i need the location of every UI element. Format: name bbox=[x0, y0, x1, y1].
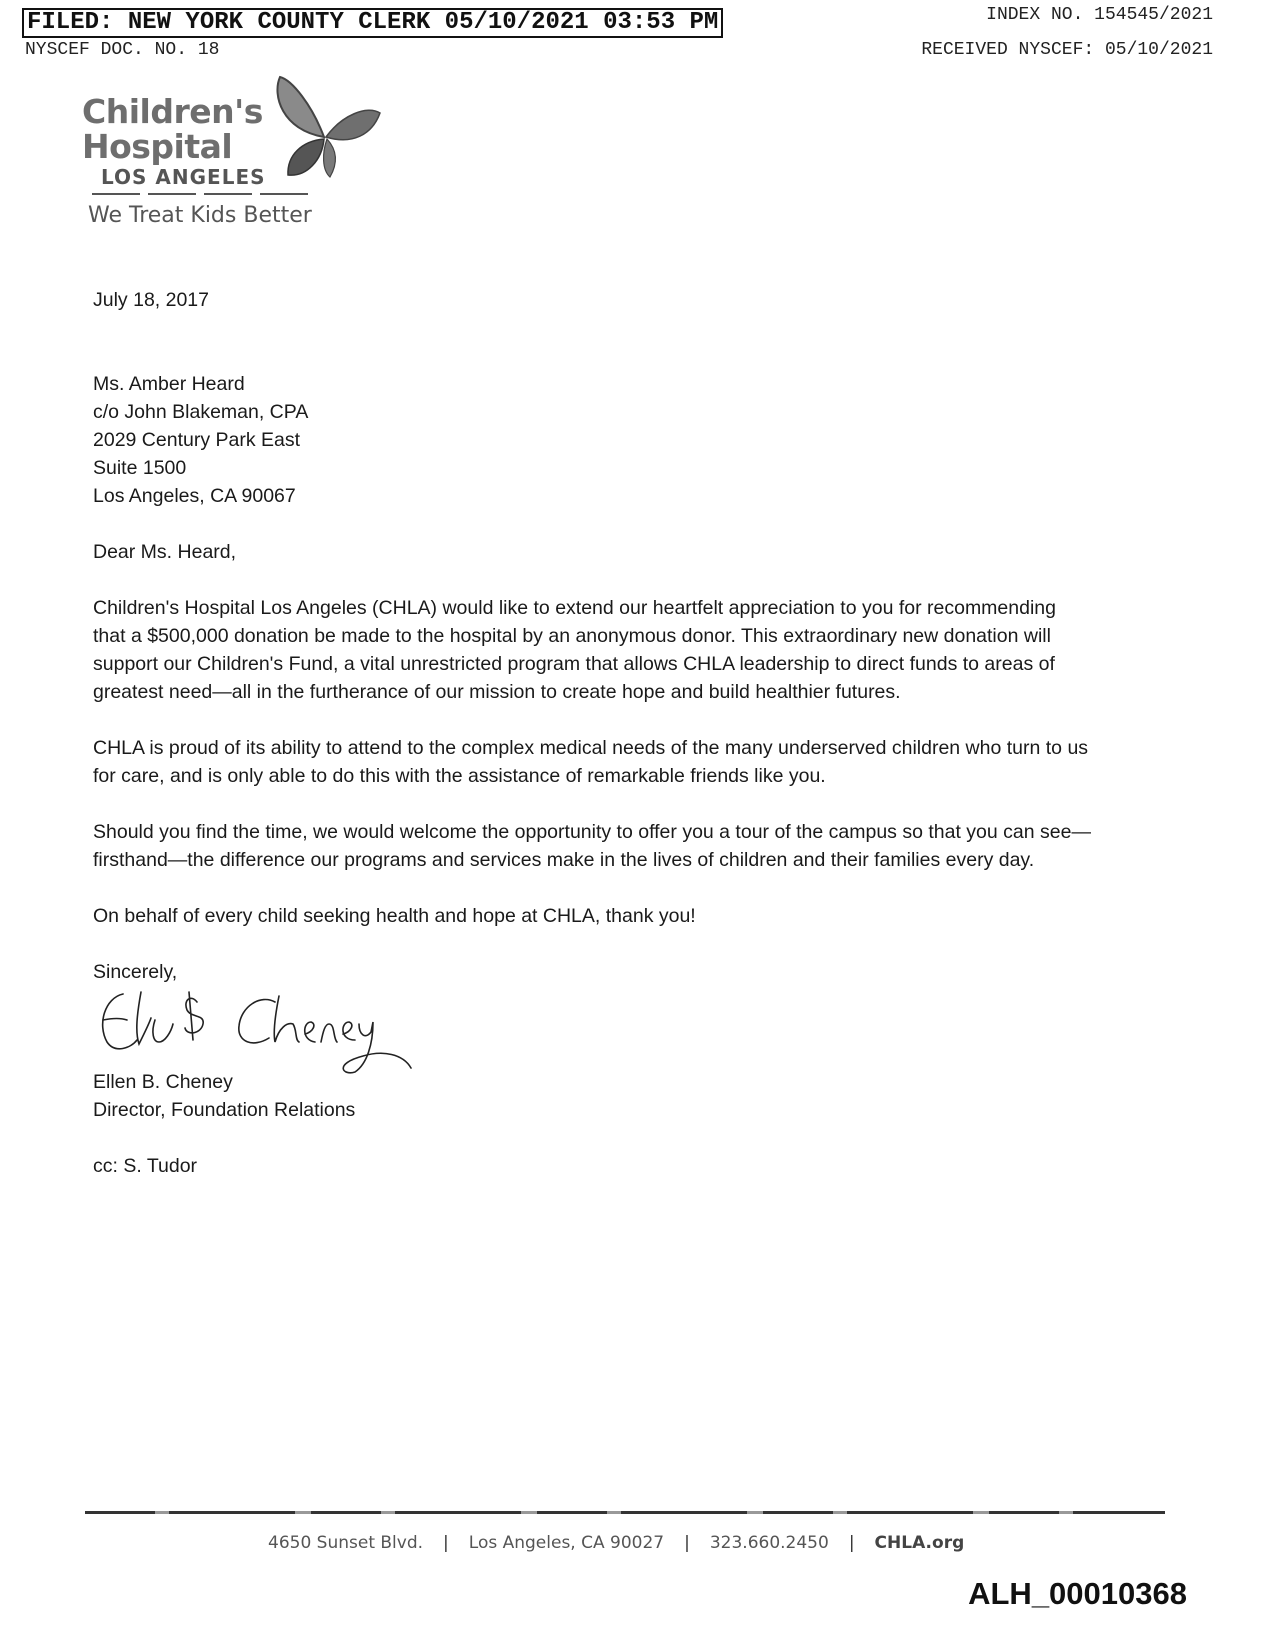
address-line: 2029 Century Park East bbox=[93, 429, 301, 451]
paragraph-appreciation: Children's Hospital Los Angeles (CHLA) would like to extend our heartfelt appreciation to you for recommending that a $500,000 donation be made to the hospital by an anonymous donor. This extraordinary new donation will support our Children's Fund, a vital unrestricted program that allows CHLA leadership to direct funds to areas of greatest need—all in the furtherance of our mission to create hope and build healthier futures. bbox=[93, 597, 1056, 703]
carbon-copy: cc: S. Tudor bbox=[93, 1155, 198, 1177]
butterfly-icon bbox=[272, 75, 382, 185]
logo-line-childrens: Children's bbox=[82, 92, 263, 131]
logo-line-hospital: Hospital bbox=[82, 127, 233, 166]
address-line: c/o John Blakeman, CPA bbox=[93, 401, 309, 423]
address-line: Ms. Amber Heard bbox=[93, 373, 245, 395]
bates-number: ALH_00010368 bbox=[968, 1576, 1187, 1611]
handwritten-signature bbox=[93, 984, 423, 1074]
filed-stamp: FILED: NEW YORK COUNTY CLERK 05/10/2021 03:53 PM bbox=[22, 8, 723, 38]
logo-tagline: We Treat Kids Better bbox=[88, 203, 312, 228]
index-number: INDEX NO. 154545/2021 bbox=[986, 5, 1213, 25]
logo-divider bbox=[92, 193, 312, 195]
closing: Sincerely, bbox=[93, 961, 178, 983]
logo-line-los-angeles: LOS ANGELES bbox=[101, 165, 266, 189]
signer-block bbox=[93, 1068, 1093, 1124]
footer-address: 4650 Sunset Blvd. bbox=[268, 1533, 424, 1553]
hospital-logo bbox=[82, 75, 382, 245]
footer-separator: | bbox=[443, 1533, 449, 1553]
signer-title: Director, Foundation Relations bbox=[93, 1099, 356, 1121]
paragraph-thanks: On behalf of every child seeking health and hope at CHLA, thank you! bbox=[93, 905, 696, 927]
letter-body bbox=[93, 286, 1093, 1180]
footer-separator: | bbox=[684, 1533, 690, 1553]
paragraph-mission: CHLA is proud of its ability to attend to the complex medical needs of the many underserved children who turn to us for care, and is only able to do this with the assistance of remarkable friends like you. bbox=[93, 737, 1089, 787]
signer-name: Ellen B. Cheney bbox=[93, 1071, 233, 1093]
footer-separator: | bbox=[848, 1533, 855, 1553]
recipient-address bbox=[93, 370, 1093, 510]
document-number: NYSCEF DOC. NO. 18 bbox=[25, 40, 220, 60]
received-date: RECEIVED NYSCEF: 05/10/2021 bbox=[921, 40, 1213, 60]
letterhead-footer bbox=[268, 1533, 964, 1553]
address-line: Suite 1500 bbox=[93, 457, 187, 479]
salutation: Dear Ms. Heard, bbox=[93, 541, 237, 563]
footer-divider bbox=[85, 1511, 1165, 1514]
footer-website: CHLA.org bbox=[874, 1533, 965, 1553]
footer-phone: 323.660.2450 bbox=[709, 1533, 829, 1553]
letter-date: July 18, 2017 bbox=[93, 289, 210, 311]
footer-city: Los Angeles, CA 90027 bbox=[468, 1533, 665, 1553]
signature-area bbox=[93, 990, 1093, 1068]
address-line: Los Angeles, CA 90067 bbox=[93, 485, 296, 507]
paragraph-tour: Should you find the time, we would welcome the opportunity to offer you a tour of the campus so that you can see—firsthand—the difference our programs and services make in the lives of children and their families every day. bbox=[93, 821, 1091, 871]
